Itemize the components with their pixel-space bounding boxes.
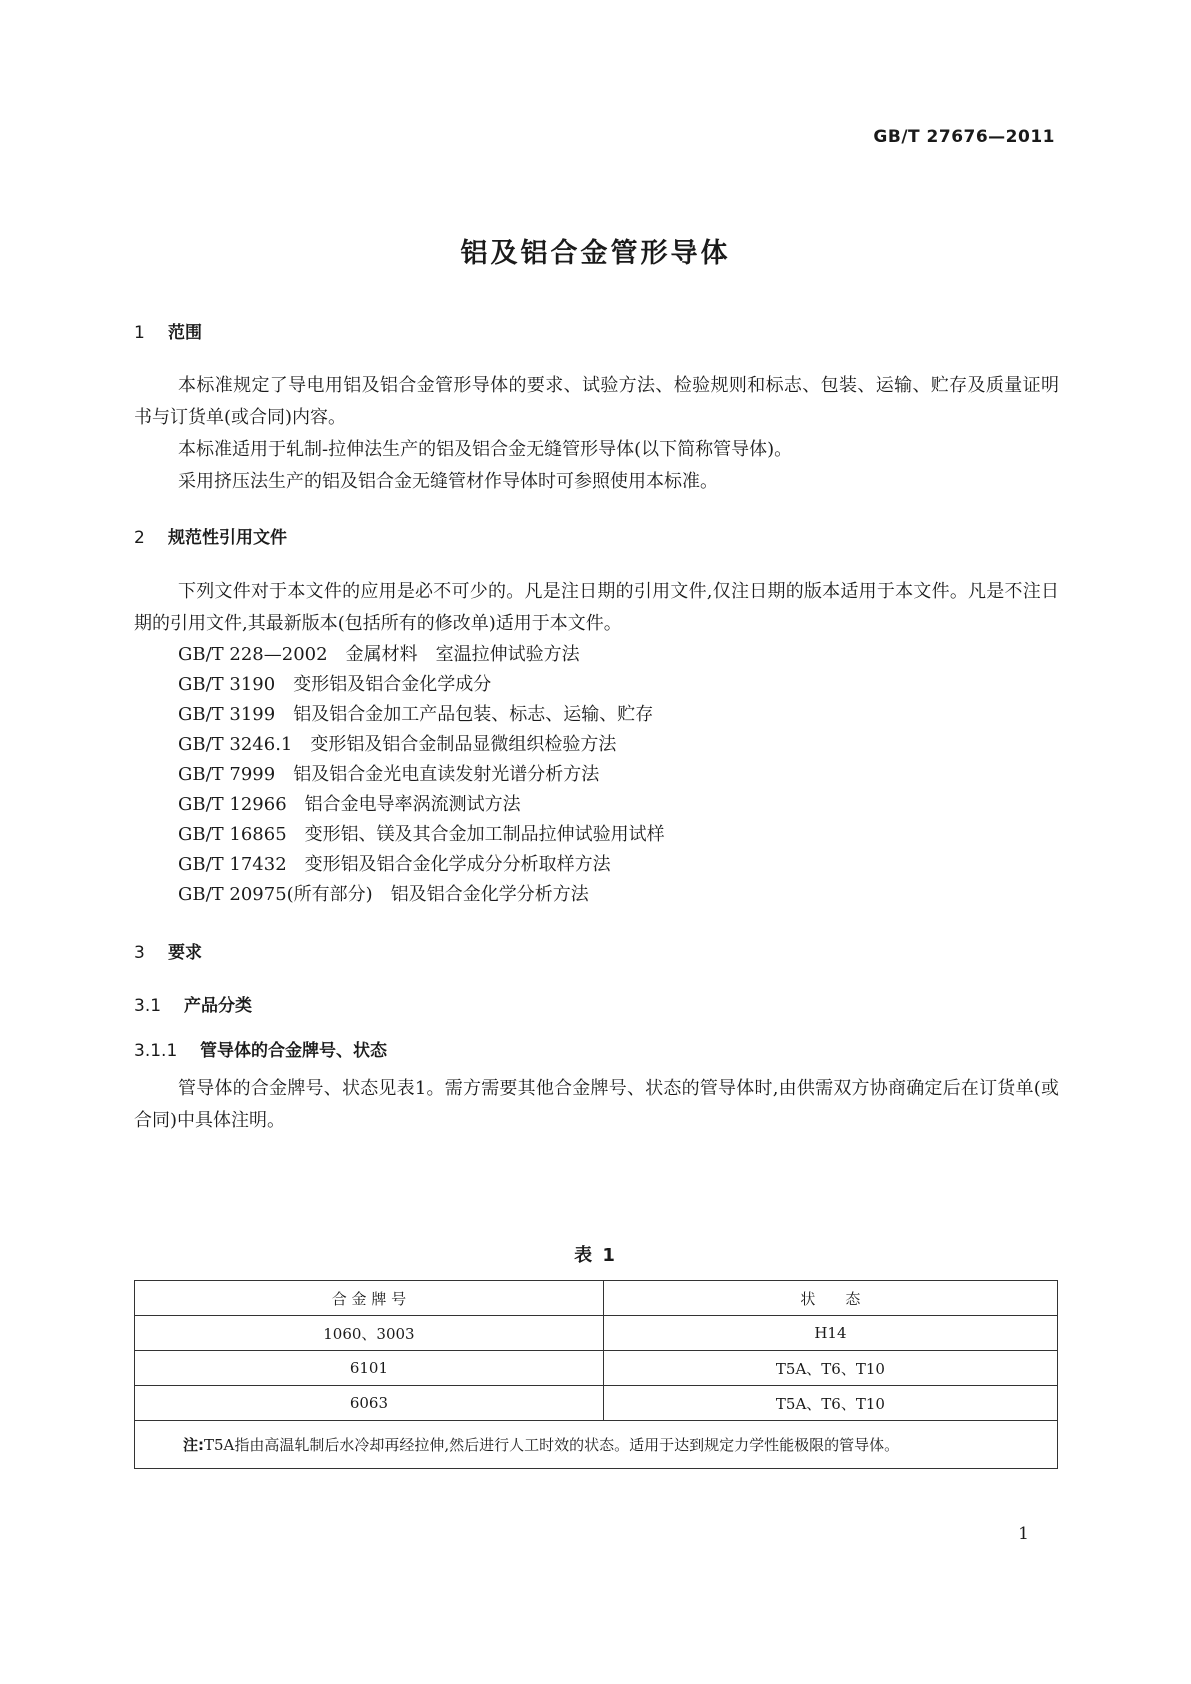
reference-item bbox=[178, 850, 611, 876]
reference-title: 变形铝及铝合金化学成分分析取样方法 bbox=[304, 854, 611, 875]
reference-title: 铝合金电导率涡流测试方法 bbox=[304, 794, 521, 815]
reference-item bbox=[178, 700, 653, 726]
reference-item bbox=[178, 760, 599, 786]
reference-code: GB/T 16865 bbox=[178, 824, 287, 845]
reference-code: GB/T 20975(所有部分) bbox=[178, 884, 373, 905]
table-cell: 6063 bbox=[135, 1386, 604, 1421]
table-note-row bbox=[135, 1421, 1058, 1469]
reference-item bbox=[178, 880, 589, 906]
reference-code: GB/T 17432 bbox=[178, 854, 287, 875]
table-cell: T5A、T6、T10 bbox=[603, 1351, 1057, 1386]
table-row bbox=[135, 1386, 1058, 1421]
section-number: 3.1 bbox=[134, 996, 162, 1016]
reference-code: GB/T 3246.1 bbox=[178, 734, 293, 755]
table-cell: 1060、3003 bbox=[135, 1316, 604, 1351]
paragraph: 管导体的合金牌号、状态见表1。需方需要其他合金牌号、状态的管导体时,由供需双方协商确定后在订货单(或合同)中具体注明。 bbox=[134, 1078, 1059, 1131]
section-title: 管导体的合金牌号、状态 bbox=[200, 1041, 387, 1061]
section-2-heading bbox=[134, 523, 287, 548]
table-cell: 6101 bbox=[135, 1351, 604, 1386]
document-title: 铝及铝合金管形导体 bbox=[460, 238, 731, 269]
paragraph: 下列文件对于本文件的应用是必不可少的。凡是注日期的引用文件,仅注日期的版本适用于本文件。凡是不注日期的引用文件,其最新版本(包括所有的修改单)适用于本文件。 bbox=[134, 581, 1059, 634]
reference-code: GB/T 3190 bbox=[178, 674, 276, 695]
reference-item bbox=[178, 790, 521, 816]
section-number: 1 bbox=[134, 323, 145, 343]
reference-code: GB/T 228—2002 bbox=[178, 644, 328, 665]
reference-item bbox=[178, 730, 616, 756]
paragraph: 本标准规定了导电用铝及铝合金管形导体的要求、试验方法、检验规则和标志、包装、运输、贮存及质量证明书与订货单(或合同)内容。 bbox=[134, 375, 1059, 428]
reference-title: 变形铝及铝合金化学成分 bbox=[293, 674, 492, 695]
reference-item bbox=[178, 640, 580, 666]
section-number: 3.1.1 bbox=[134, 1041, 178, 1061]
reference-item bbox=[178, 670, 491, 696]
reference-title: 铝及铝合金化学分析方法 bbox=[390, 884, 589, 905]
table-note bbox=[135, 1421, 1058, 1469]
table-header-cell: 合 金 牌 号 bbox=[135, 1281, 604, 1316]
table-row bbox=[135, 1351, 1058, 1386]
note-label: 注: bbox=[183, 1436, 204, 1454]
standard-code: GB/T 27676—2011 bbox=[873, 127, 1055, 147]
table-cell: T5A、T6、T10 bbox=[603, 1386, 1057, 1421]
section-title: 规范性引用文件 bbox=[168, 528, 287, 548]
reference-title: 变形铝及铝合金制品显微组织检验方法 bbox=[310, 734, 617, 755]
section-title: 要求 bbox=[168, 943, 202, 963]
section-1-heading bbox=[134, 318, 202, 343]
section-number: 3 bbox=[134, 943, 145, 963]
table-header-row bbox=[135, 1281, 1058, 1316]
reference-code: GB/T 7999 bbox=[178, 764, 276, 785]
page-number: 1 bbox=[1018, 1524, 1029, 1544]
reference-code: GB/T 3199 bbox=[178, 704, 276, 725]
paragraph: 采用挤压法生产的铝及铝合金无缝管材作导体时可参照使用本标准。 bbox=[178, 471, 718, 492]
alloy-temper-table bbox=[134, 1280, 1058, 1469]
section-1-body bbox=[134, 370, 1059, 498]
reference-code: GB/T 12966 bbox=[178, 794, 287, 815]
reference-item bbox=[178, 820, 665, 846]
table-cell: H14 bbox=[603, 1316, 1057, 1351]
section-title: 范围 bbox=[168, 323, 202, 343]
note-text: T5A指由高温轧制后水冷却再经拉伸,然后进行人工时效的状态。适用于达到规定力学性能极限的管导体。 bbox=[204, 1436, 900, 1454]
reference-title: 铝及铝合金加工产品包装、标志、运输、贮存 bbox=[293, 704, 654, 725]
reference-title: 变形铝、镁及其合金加工制品拉伸试验用试样 bbox=[304, 824, 665, 845]
table-caption: 表 1 bbox=[574, 1245, 617, 1266]
reference-title: 铝及铝合金光电直读发射光谱分析方法 bbox=[293, 764, 600, 785]
section-3-1-1-heading bbox=[134, 1036, 387, 1061]
table-header-cell: 状 态 bbox=[603, 1281, 1057, 1316]
section-3-1-1-body bbox=[134, 1073, 1059, 1137]
table-row bbox=[135, 1316, 1058, 1351]
section-3-1-heading bbox=[134, 991, 252, 1016]
reference-title: 金属材料 室温拉伸试验方法 bbox=[345, 644, 580, 665]
paragraph: 本标准适用于轧制-拉伸法生产的铝及铝合金无缝管形导体(以下简称管导体)。 bbox=[178, 439, 793, 460]
section-3-heading bbox=[134, 938, 202, 963]
section-number: 2 bbox=[134, 528, 145, 548]
section-title: 产品分类 bbox=[184, 996, 252, 1016]
section-2-intro bbox=[134, 576, 1059, 640]
